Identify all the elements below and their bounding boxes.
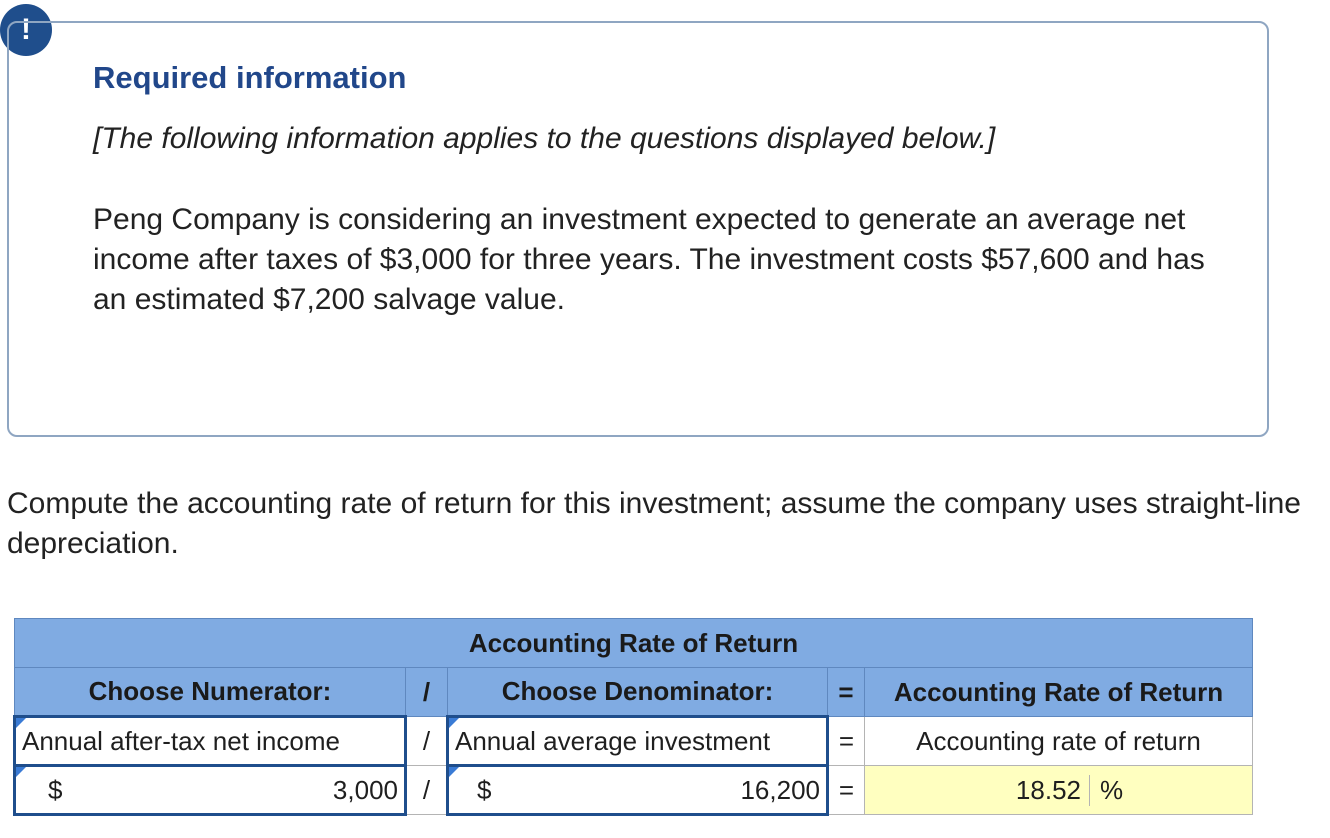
info-subtitle: [The following information applies to the questions displayed below.]: [93, 122, 996, 155]
info-title: Required information: [93, 60, 407, 95]
info-body: Peng Company is considering an investment expected to generate an average net income after taxes of $3,000 for three years. The investment costs $57,600 and has an estimated $7,200 salvage value.: [93, 203, 1205, 316]
result-label: Accounting rate of return: [865, 717, 1253, 766]
numerator-label: Annual after-tax net income: [22, 725, 340, 756]
denominator-currency: $: [477, 774, 492, 805]
input-marker-icon: [449, 767, 459, 777]
numerator-value: 3,000: [332, 774, 398, 805]
equals-operator: =: [828, 717, 865, 766]
divide-operator: /: [406, 766, 448, 815]
denominator-header: Choose Denominator:: [448, 668, 828, 717]
exclamation-icon: !: [0, 4, 52, 56]
denominator-label: Annual average investment: [455, 725, 771, 756]
result-unit: %: [1100, 774, 1124, 805]
denominator-value: 16,200: [740, 774, 820, 805]
numerator-header: Choose Numerator:: [15, 668, 406, 717]
divide-operator: /: [406, 717, 448, 766]
dropdown-marker-icon: [449, 718, 459, 728]
numerator-select[interactable]: [15, 717, 406, 766]
dropdown-marker-icon: [16, 718, 26, 728]
numerator-input[interactable]: [15, 766, 406, 815]
question-text: Compute the accounting rate of return for this investment; assume the company uses straight-line depreciation.: [7, 487, 1301, 560]
equals-header: =: [828, 668, 865, 717]
denominator-input[interactable]: [448, 766, 828, 815]
denominator-select[interactable]: [448, 717, 828, 766]
input-marker-icon: [16, 767, 26, 777]
result-output: [865, 766, 1253, 815]
result-value: 18.52: [871, 775, 1090, 806]
table-title: Accounting Rate of Return: [15, 619, 1253, 668]
arr-table: [13, 618, 1253, 816]
numerator-currency: $: [48, 774, 63, 805]
divide-header: /: [406, 668, 448, 717]
result-header: Accounting Rate of Return: [865, 668, 1253, 717]
equals-operator: =: [828, 766, 865, 815]
